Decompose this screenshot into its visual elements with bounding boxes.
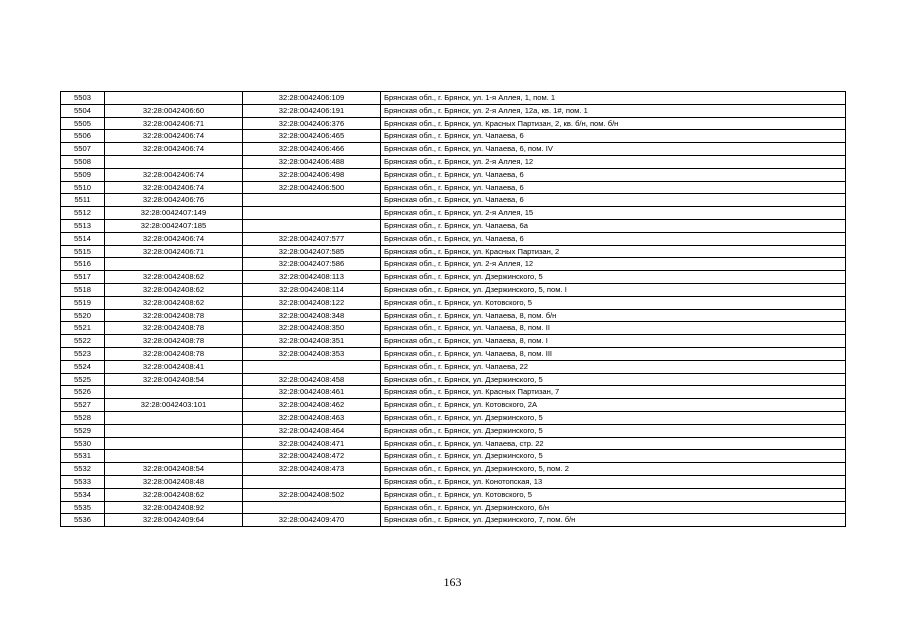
address-cell: Брянская обл., г. Брянск, ул. Чапаева, 6 <box>381 194 846 207</box>
new-cadastral-number-cell: 32:28:0042408:114 <box>243 283 381 296</box>
table-row <box>61 463 846 476</box>
table-row <box>61 219 846 232</box>
new-cadastral-number-cell: 32:28:0042407:585 <box>243 245 381 258</box>
table-row <box>61 424 846 437</box>
new-cadastral-number-cell: 32:28:0042408:471 <box>243 437 381 450</box>
table-row <box>61 335 846 348</box>
old-cadastral-number-cell: 32:28:0042409:64 <box>105 514 243 527</box>
registry-table <box>60 91 846 527</box>
table-row <box>61 194 846 207</box>
address-cell: Брянская обл., г. Брянск, ул. Дзержинского, 7, пом. б/н <box>381 514 846 527</box>
old-cadastral-number-cell: 32:28:0042408:62 <box>105 488 243 501</box>
row-number-cell: 5517 <box>61 271 105 284</box>
new-cadastral-number-cell: 32:28:0042408:122 <box>243 296 381 309</box>
new-cadastral-number-cell: 32:28:0042406:465 <box>243 130 381 143</box>
old-cadastral-number-cell: 32:28:0042406:74 <box>105 143 243 156</box>
registry-table-body <box>61 92 846 527</box>
table-row <box>61 488 846 501</box>
old-cadastral-number-cell: 32:28:0042406:74 <box>105 168 243 181</box>
new-cadastral-number-cell: 32:28:0042408:502 <box>243 488 381 501</box>
row-number-cell: 5509 <box>61 168 105 181</box>
old-cadastral-number-cell: 32:28:0042406:71 <box>105 245 243 258</box>
old-cadastral-number-cell: 32:28:0042406:71 <box>105 117 243 130</box>
old-cadastral-number-cell <box>105 92 243 105</box>
address-cell: Брянская обл., г. Брянск, ул. Котовского, 2А <box>381 399 846 412</box>
row-number-cell: 5519 <box>61 296 105 309</box>
row-number-cell: 5514 <box>61 232 105 245</box>
row-number-cell: 5521 <box>61 322 105 335</box>
table-row <box>61 501 846 514</box>
address-cell: Брянская обл., г. Брянск, ул. 2-я Аллея, 12 <box>381 155 846 168</box>
new-cadastral-number-cell <box>243 360 381 373</box>
address-cell: Брянская обл., г. Брянск, ул. Красных Партизан, 7 <box>381 386 846 399</box>
table-row <box>61 386 846 399</box>
address-cell: Брянская обл., г. Брянск, ул. Чапаева, 6а <box>381 219 846 232</box>
old-cadastral-number-cell <box>105 424 243 437</box>
old-cadastral-number-cell: 32:28:0042406:74 <box>105 232 243 245</box>
new-cadastral-number-cell: 32:28:0042408:353 <box>243 347 381 360</box>
new-cadastral-number-cell: 32:28:0042408:464 <box>243 424 381 437</box>
table-row <box>61 207 846 220</box>
row-number-cell: 5515 <box>61 245 105 258</box>
new-cadastral-number-cell: 32:28:0042406:466 <box>243 143 381 156</box>
address-cell: Брянская обл., г. Брянск, ул. Чапаева, 6 <box>381 181 846 194</box>
row-number-cell: 5535 <box>61 501 105 514</box>
old-cadastral-number-cell: 32:28:0042403:101 <box>105 399 243 412</box>
new-cadastral-number-cell: 32:28:0042408:473 <box>243 463 381 476</box>
table-row <box>61 360 846 373</box>
row-number-cell: 5527 <box>61 399 105 412</box>
table-row <box>61 450 846 463</box>
row-number-cell: 5506 <box>61 130 105 143</box>
new-cadastral-number-cell: 32:28:0042406:109 <box>243 92 381 105</box>
address-cell: Брянская обл., г. Брянск, ул. Дзержинского, 5, пом. 2 <box>381 463 846 476</box>
new-cadastral-number-cell: 32:28:0042408:472 <box>243 450 381 463</box>
address-cell: Брянская обл., г. Брянск, ул. Чапаева, 6 <box>381 168 846 181</box>
address-cell: Брянская обл., г. Брянск, ул. Чапаева, 8, пом. б/н <box>381 309 846 322</box>
address-cell: Брянская обл., г. Брянск, ул. Чапаева, стр. 22 <box>381 437 846 450</box>
table-row <box>61 155 846 168</box>
old-cadastral-number-cell: 32:28:0042407:149 <box>105 207 243 220</box>
table-row <box>61 168 846 181</box>
row-number-cell: 5520 <box>61 309 105 322</box>
address-cell: Брянская обл., г. Брянск, ул. Котовского, 5 <box>381 296 846 309</box>
address-cell: Брянская обл., г. Брянск, ул. Дзержинского, 5 <box>381 271 846 284</box>
table-row <box>61 130 846 143</box>
row-number-cell: 5505 <box>61 117 105 130</box>
old-cadastral-number-cell: 32:28:0042407:185 <box>105 219 243 232</box>
table-row <box>61 411 846 424</box>
old-cadastral-number-cell <box>105 258 243 271</box>
address-cell: Брянская обл., г. Брянск, ул. Чапаева, 6 <box>381 130 846 143</box>
new-cadastral-number-cell: 32:28:0042407:577 <box>243 232 381 245</box>
address-cell: Брянская обл., г. Брянск, ул. 1-я Аллея, 1, пом. 1 <box>381 92 846 105</box>
old-cadastral-number-cell: 32:28:0042408:54 <box>105 373 243 386</box>
row-number-cell: 5504 <box>61 104 105 117</box>
row-number-cell: 5528 <box>61 411 105 424</box>
new-cadastral-number-cell: 32:28:0042406:376 <box>243 117 381 130</box>
row-number-cell: 5532 <box>61 463 105 476</box>
new-cadastral-number-cell <box>243 219 381 232</box>
new-cadastral-number-cell <box>243 501 381 514</box>
new-cadastral-number-cell: 32:28:0042407:586 <box>243 258 381 271</box>
old-cadastral-number-cell <box>105 437 243 450</box>
new-cadastral-number-cell: 32:28:0042406:498 <box>243 168 381 181</box>
table-row <box>61 296 846 309</box>
row-number-cell: 5536 <box>61 514 105 527</box>
address-cell: Брянская обл., г. Брянск, ул. Чапаева, 6, пом. IV <box>381 143 846 156</box>
new-cadastral-number-cell: 32:28:0042408:461 <box>243 386 381 399</box>
new-cadastral-number-cell: 32:28:0042408:458 <box>243 373 381 386</box>
table-row <box>61 399 846 412</box>
old-cadastral-number-cell: 32:28:0042408:92 <box>105 501 243 514</box>
address-cell: Брянская обл., г. Брянск, ул. Конотопская, 13 <box>381 475 846 488</box>
new-cadastral-number-cell: 32:28:0042408:348 <box>243 309 381 322</box>
address-cell: Брянская обл., г. Брянск, ул. Красных Партизан, 2, кв. б/н, пом. б/н <box>381 117 846 130</box>
old-cadastral-number-cell: 32:28:0042408:62 <box>105 283 243 296</box>
old-cadastral-number-cell: 32:28:0042406:76 <box>105 194 243 207</box>
new-cadastral-number-cell: 32:28:0042406:500 <box>243 181 381 194</box>
table-row <box>61 322 846 335</box>
table-row <box>61 245 846 258</box>
table-row <box>61 437 846 450</box>
old-cadastral-number-cell: 32:28:0042406:74 <box>105 181 243 194</box>
table-row <box>61 373 846 386</box>
old-cadastral-number-cell: 32:28:0042408:62 <box>105 296 243 309</box>
new-cadastral-number-cell: 32:28:0042408:462 <box>243 399 381 412</box>
old-cadastral-number-cell: 32:28:0042408:78 <box>105 309 243 322</box>
new-cadastral-number-cell: 32:28:0042408:463 <box>243 411 381 424</box>
row-number-cell: 5513 <box>61 219 105 232</box>
address-cell: Брянская обл., г. Брянск, ул. Чапаева, 6 <box>381 232 846 245</box>
address-cell: Брянская обл., г. Брянск, ул. Чапаева, 22 <box>381 360 846 373</box>
address-cell: Брянская обл., г. Брянск, ул. Котовского, 5 <box>381 488 846 501</box>
old-cadastral-number-cell: 32:28:0042408:62 <box>105 271 243 284</box>
table-row <box>61 143 846 156</box>
new-cadastral-number-cell: 32:28:0042406:191 <box>243 104 381 117</box>
row-number-cell: 5534 <box>61 488 105 501</box>
old-cadastral-number-cell <box>105 450 243 463</box>
address-cell: Брянская обл., г. Брянск, ул. Дзержинского, 5, пом. I <box>381 283 846 296</box>
new-cadastral-number-cell <box>243 207 381 220</box>
address-cell: Брянская обл., г. Брянск, ул. 2-я Аллея, 12 <box>381 258 846 271</box>
row-number-cell: 5516 <box>61 258 105 271</box>
old-cadastral-number-cell: 32:28:0042406:74 <box>105 130 243 143</box>
address-cell: Брянская обл., г. Брянск, ул. Дзержинского, 5 <box>381 424 846 437</box>
table-row <box>61 232 846 245</box>
new-cadastral-number-cell: 32:28:0042408:350 <box>243 322 381 335</box>
new-cadastral-number-cell <box>243 475 381 488</box>
new-cadastral-number-cell: 32:28:0042408:113 <box>243 271 381 284</box>
table-row <box>61 92 846 105</box>
row-number-cell: 5526 <box>61 386 105 399</box>
address-cell: Брянская обл., г. Брянск, ул. Дзержинского, 5 <box>381 411 846 424</box>
new-cadastral-number-cell: 32:28:0042408:351 <box>243 335 381 348</box>
address-cell: Брянская обл., г. Брянск, ул. Дзержинского, 6/н <box>381 501 846 514</box>
table-row <box>61 475 846 488</box>
page-number: 163 <box>443 575 462 589</box>
table-row <box>61 258 846 271</box>
new-cadastral-number-cell: 32:28:0042406:488 <box>243 155 381 168</box>
row-number-cell: 5508 <box>61 155 105 168</box>
row-number-cell: 5518 <box>61 283 105 296</box>
old-cadastral-number-cell <box>105 411 243 424</box>
new-cadastral-number-cell <box>243 194 381 207</box>
old-cadastral-number-cell: 32:28:0042408:48 <box>105 475 243 488</box>
table-row <box>61 514 846 527</box>
table-row <box>61 283 846 296</box>
old-cadastral-number-cell: 32:28:0042408:54 <box>105 463 243 476</box>
row-number-cell: 5512 <box>61 207 105 220</box>
address-cell: Брянская обл., г. Брянск, ул. Чапаева, 8, пом. III <box>381 347 846 360</box>
old-cadastral-number-cell: 32:28:0042408:41 <box>105 360 243 373</box>
row-number-cell: 5533 <box>61 475 105 488</box>
row-number-cell: 5529 <box>61 424 105 437</box>
table-row <box>61 117 846 130</box>
old-cadastral-number-cell: 32:28:0042406:60 <box>105 104 243 117</box>
old-cadastral-number-cell: 32:28:0042408:78 <box>105 322 243 335</box>
table-row <box>61 104 846 117</box>
row-number-cell: 5531 <box>61 450 105 463</box>
table-row <box>61 181 846 194</box>
row-number-cell: 5522 <box>61 335 105 348</box>
address-cell: Брянская обл., г. Брянск, ул. Чапаева, 8, пом. I <box>381 335 846 348</box>
address-cell: Брянская обл., г. Брянск, ул. Дзержинского, 5 <box>381 450 846 463</box>
row-number-cell: 5510 <box>61 181 105 194</box>
row-number-cell: 5523 <box>61 347 105 360</box>
row-number-cell: 5511 <box>61 194 105 207</box>
address-cell: Брянская обл., г. Брянск, ул. 2-я Аллея, 12а, кв. 1#, пом. 1 <box>381 104 846 117</box>
old-cadastral-number-cell: 32:28:0042408:78 <box>105 347 243 360</box>
table-row <box>61 347 846 360</box>
old-cadastral-number-cell: 32:28:0042408:78 <box>105 335 243 348</box>
table-row <box>61 271 846 284</box>
table-row <box>61 309 846 322</box>
row-number-cell: 5507 <box>61 143 105 156</box>
old-cadastral-number-cell <box>105 386 243 399</box>
row-number-cell: 5525 <box>61 373 105 386</box>
address-cell: Брянская обл., г. Брянск, ул. 2-я Аллея, 15 <box>381 207 846 220</box>
address-cell: Брянская обл., г. Брянск, ул. Дзержинского, 5 <box>381 373 846 386</box>
address-cell: Брянская обл., г. Брянск, ул. Чапаева, 8, пом. II <box>381 322 846 335</box>
row-number-cell: 5524 <box>61 360 105 373</box>
row-number-cell: 5503 <box>61 92 105 105</box>
old-cadastral-number-cell <box>105 155 243 168</box>
new-cadastral-number-cell: 32:28:0042409:470 <box>243 514 381 527</box>
row-number-cell: 5530 <box>61 437 105 450</box>
address-cell: Брянская обл., г. Брянск, ул. Красных Партизан, 2 <box>381 245 846 258</box>
